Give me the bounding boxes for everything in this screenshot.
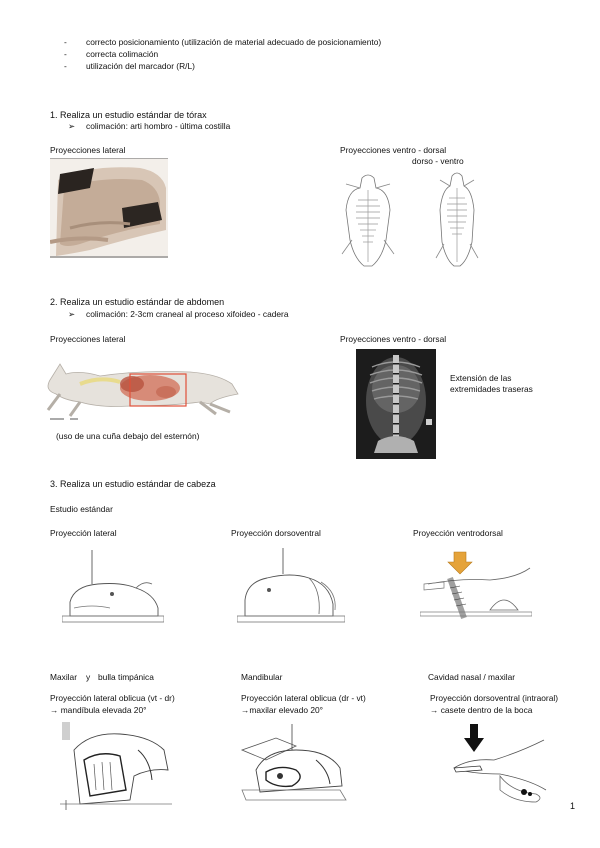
head-proj-dv: Proyección dorsoventral [231,528,321,538]
thorax-lateral-photo [50,158,168,258]
thorax-dv-drawing [432,170,482,270]
thorax-heading: 1. Realiza un estudio estándar de tórax [50,110,207,120]
mandibular-label: Mandibular [241,672,283,682]
head-lateral-drawing [62,550,164,628]
bullet-marker: - [64,49,67,59]
abdomen-wedge-note: (uso de una cuña debajo del esternón) [56,431,200,441]
oblique-dr-vt-note: →maxilar elevado 20° [241,705,324,715]
head-standard-label: Estudio estándar [50,504,113,514]
bullet-marker: - [64,61,67,71]
abdomen-extension-note-2: extremidades traseras [450,384,533,394]
abdomen-vd-xray [356,349,436,459]
thorax-vd-label: Proyecciones ventro - dorsal [340,145,447,155]
oblique-vt-dr-note: → mandíbula elevada 20° [50,705,147,715]
thorax-vd-drawing [338,170,398,270]
abdomen-extension-note-1: Extensión de las [450,373,512,383]
abdomen-lateral-label: Proyecciones lateral [50,334,126,344]
abdomen-vd-label: Proyecciones ventro - dorsal [340,334,447,344]
head-dv-drawing [237,548,345,628]
oblique-dr-vt: Proyección lateral oblicua (dr - vt) [241,693,366,703]
intraoral-proj: Proyección dorsoventral (intraoral) [430,693,559,703]
page-number: 1 [570,801,576,811]
bullet-colimation: correcta colimación [86,49,159,59]
bullet-marker: - [64,37,67,47]
bullet-marker-rl: utilización del marcador (R/L) [86,61,195,71]
head-proj-lateral: Proyección lateral [50,528,117,538]
arrow-bullet-icon: ➢ [68,309,76,319]
oblique-vt-dr-drawing [60,720,172,810]
oblique-vt-dr: Proyección lateral oblicua (vt - dr) [50,693,175,703]
thorax-lateral-label: Proyecciones lateral [50,145,126,155]
head-vd-drawing [420,548,532,628]
bullet-positioning: correcto posicionamiento (utilización de material adecuado de posicionamiento) [86,37,382,47]
thorax-dv-label: dorso - ventro [412,156,464,166]
abdomen-heading: 2. Realiza un estudio estándar de abdomen [50,297,225,307]
head-heading: 3. Realiza un estudio estándar de cabeza [50,479,216,489]
head-proj-vd: Proyección ventrodorsal [413,528,503,538]
maxilar-label: Maxilar [50,672,77,682]
oblique-dr-vt-drawing [236,720,348,810]
abdomen-lateral-dog-illustration [40,354,240,424]
arrow-bullet-icon: ➢ [68,121,76,131]
thorax-colimation: colimación: arti hombro - última costilla [86,121,231,131]
abdomen-colimation: colimación: 2-3cm craneal al proceso xifoideo - cadera [86,309,289,319]
intraoral-drawing [440,722,550,808]
and-label: y [86,672,91,682]
bulla-label: bulla timpánica [98,672,154,682]
intraoral-note: → casete dentro de la boca [430,705,533,715]
nasal-label: Cavidad nasal / maxilar [428,672,516,682]
